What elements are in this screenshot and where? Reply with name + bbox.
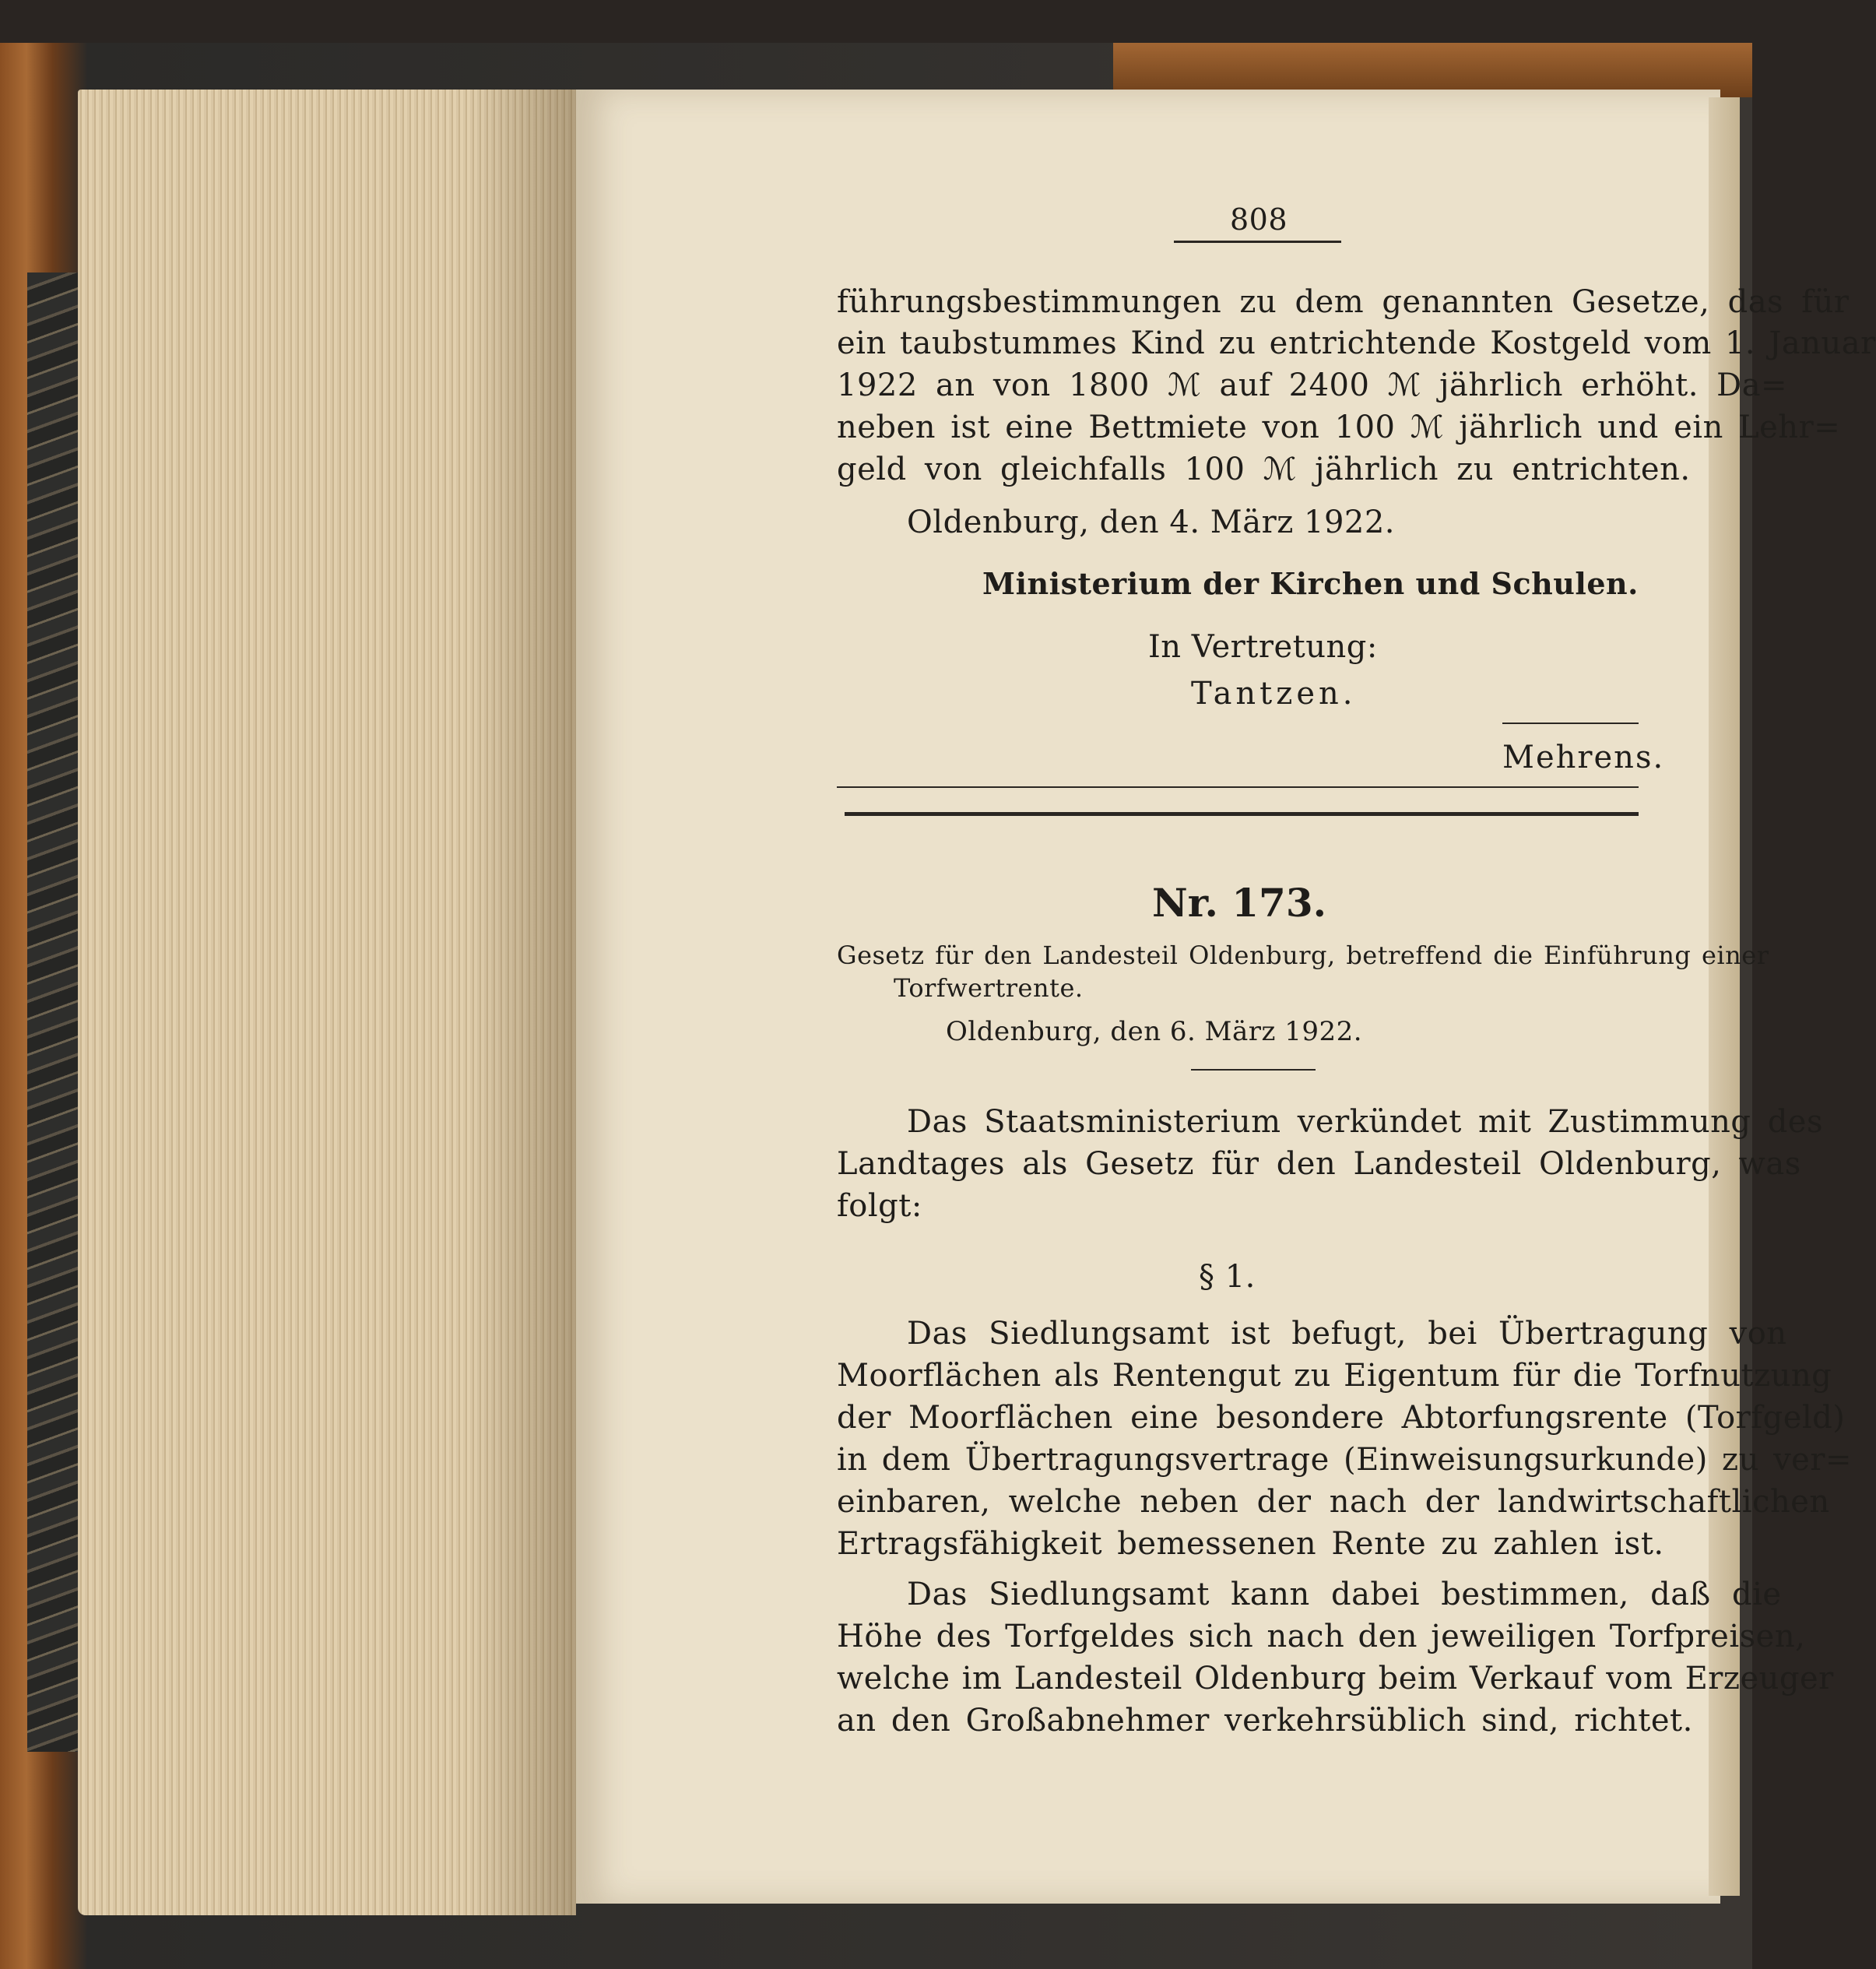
paragraph-line: einbaren, welche neben der nach der landwirtschaftlichen — [837, 1484, 1830, 1520]
paragraph-line: in dem Übertragungsvertrage (Einweisungsurkunde) zu ver= — [837, 1442, 1852, 1478]
marbled-cover — [27, 272, 82, 1752]
paragraph-line: Das Siedlungsamt ist befugt, bei Übertragung von — [907, 1316, 1787, 1352]
place-date: Oldenburg, den 4. März 1922. — [907, 505, 1396, 540]
title-rule — [1191, 1069, 1316, 1071]
place-date: Oldenburg, den 6. März 1922. — [946, 1016, 1363, 1047]
signature-rule — [1502, 723, 1639, 724]
in-vertretung: In Vertretung: — [1148, 629, 1378, 665]
section-number: § 1. — [1199, 1259, 1256, 1295]
ministry-name: Ministerium der Kirchen und Schulen. — [982, 566, 1639, 601]
section-divider — [837, 786, 1639, 788]
paragraph-line: Moorflächen als Rentengut zu Eigentum für die Torfnutzung — [837, 1358, 1832, 1394]
paragraph-line: welche im Landesteil Oldenburg beim Verkauf vom Erzeuger — [837, 1661, 1834, 1697]
law-title-line: Gesetz für den Landesteil Oldenburg, betreffend die Einführung einer — [837, 941, 1769, 970]
law-title-line: Torfwertrente. — [894, 973, 1084, 1003]
page-number: 808 — [1230, 202, 1288, 237]
paragraph-line: an den Großabnehmer verkehrsüblich sind, richtet. — [837, 1703, 1693, 1739]
page-number-rule — [1174, 241, 1341, 243]
paragraph-line: der Moorflächen eine besondere Abtorfungsrente (Torfgeld) — [837, 1400, 1846, 1436]
signature: Tantzen. — [1191, 676, 1357, 712]
preamble-line: Landtages als Gesetz für den Landesteil Oldenburg, was — [837, 1146, 1801, 1182]
section-divider-thick — [845, 812, 1639, 816]
intro-line: 1922 an von 1800 ℳ auf 2400 ℳ jährlich erhöht. Da= — [837, 367, 1788, 403]
intro-line: führungsbestimmungen zu dem genannten Gesetze, das für — [837, 284, 1850, 320]
paragraph-line: Das Siedlungsamt kann dabei bestimmen, daß die — [907, 1577, 1782, 1612]
preamble-line: Das Staatsministerium verkündet mit Zustimmung des — [907, 1104, 1823, 1140]
intro-line: geld von gleichfalls 100 ℳ jährlich zu entrichten. — [837, 452, 1691, 487]
intro-line: ein taubstummes Kind zu entrichtende Kostgeld vom 1. Januar — [837, 325, 1876, 361]
preamble-line: folgt: — [837, 1188, 922, 1224]
intro-line: neben ist eine Bettmiete von 100 ℳ jährlich und ein Lehr= — [837, 410, 1841, 445]
paragraph-line: Ertragsfähigkeit bemessenen Rente zu zahlen ist. — [837, 1526, 1664, 1562]
page-stack-shadow — [467, 90, 576, 1915]
law-number-heading: Nr. 173. — [1152, 880, 1327, 926]
signature: Mehrens. — [1502, 740, 1665, 775]
paragraph-line: Höhe des Torfgeldes sich nach den jeweiligen Torfpreisen, — [837, 1619, 1806, 1654]
